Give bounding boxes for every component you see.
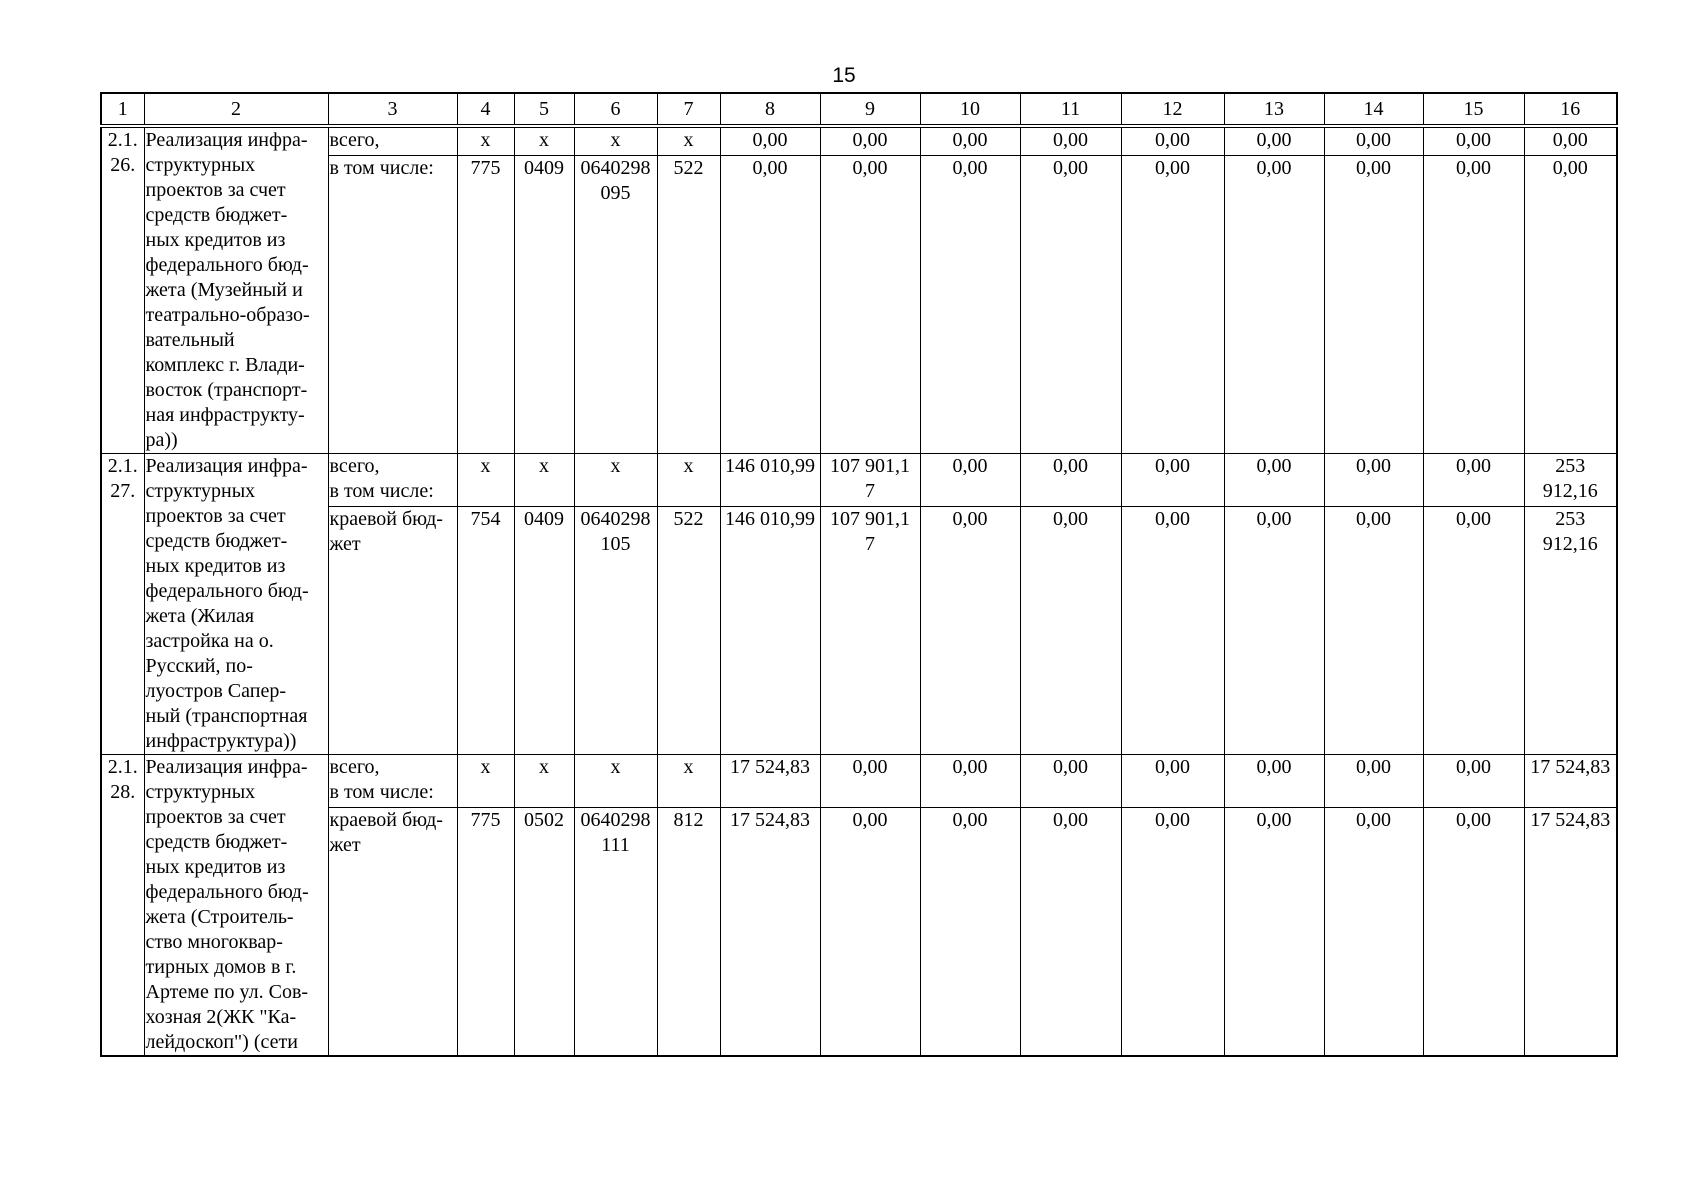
column-header: 1 (101, 93, 144, 126)
table-row-detail (101, 507, 1617, 755)
amount-cell: 0,00 (920, 755, 1020, 808)
amount-cell: 0,00 (1423, 155, 1524, 453)
amount-cell: 146 010,99 (720, 454, 820, 507)
amount-cell: 17 524,83 (720, 808, 820, 1056)
code-admin: х (457, 755, 514, 808)
amount-cell: 0,00 (920, 454, 1020, 507)
code-target: х (574, 126, 657, 155)
amount-cell: 253 912,16 (1524, 507, 1617, 755)
amount-cell: 0,00 (1020, 507, 1121, 755)
code-section: 0409 (514, 155, 574, 453)
amount-cell: 17 524,83 (720, 755, 820, 808)
column-header: 12 (1121, 93, 1224, 126)
column-header: 7 (657, 93, 720, 126)
amount-cell: 253 912,16 (1524, 454, 1617, 507)
funding-source: краевой бюд- жет (328, 507, 457, 755)
row-index: 2.1. 28. (101, 755, 144, 1057)
amount-cell: 0,00 (1524, 155, 1617, 453)
code-target: х (574, 454, 657, 507)
amount-cell: 17 524,83 (1524, 808, 1617, 1056)
code-expense-type: 522 (657, 155, 720, 453)
measure-name: Реализация инфра- структурных проектов за счет средств бюджет- ных кредитов из федерального бюд- жета (Музейный и театрально-образо- вательный комплекс г. Влади- восток (транспорт- ная инфраструкту- ра)) (144, 126, 328, 454)
column-header: 8 (720, 93, 820, 126)
amount-cell: 0,00 (1020, 155, 1121, 453)
amount-cell: 107 901,1 7 (820, 454, 920, 507)
amount-cell: 0,00 (720, 126, 820, 155)
amount-cell: 0,00 (820, 126, 920, 155)
funding-source: в том числе: (328, 155, 457, 453)
measure-name: Реализация инфра- структурных проектов за счет средств бюджет- ных кредитов из федерального бюд- жета (Строитель- ство многоквар- тирных домов в г. Артеме по ул. Сов- хозная 2(ЖК "Ка- лейдоскоп") (сети (144, 755, 328, 1057)
amount-cell: 0,00 (1224, 126, 1324, 155)
code-target: 0640298 095 (574, 155, 657, 453)
code-target: 0640298 111 (574, 808, 657, 1056)
amount-cell: 0,00 (1324, 454, 1423, 507)
amount-cell: 0,00 (1224, 507, 1324, 755)
amount-cell: 0,00 (1020, 126, 1121, 155)
amount-cell: 0,00 (720, 155, 820, 453)
amount-cell: 0,00 (1324, 755, 1423, 808)
table-row-total (101, 755, 1617, 808)
table-row-total (101, 454, 1617, 507)
funding-source: всего, (328, 126, 457, 155)
code-admin: х (457, 126, 514, 155)
code-section: 0502 (514, 808, 574, 1056)
budget-table (100, 92, 1618, 1057)
measure-name: Реализация инфра- структурных проектов за счет средств бюджет- ных кредитов из федерального бюд- жета (Жилая застройка на о. Русский, по- луостров Сапер- ный (транспортная инфраструктура)) (144, 454, 328, 755)
code-admin: 775 (457, 808, 514, 1056)
code-target: х (574, 755, 657, 808)
amount-cell: 0,00 (1121, 155, 1224, 453)
funding-source: краевой бюд- жет (328, 808, 457, 1056)
column-header: 15 (1423, 93, 1524, 126)
code-expense-type: х (657, 126, 720, 155)
amount-cell: 0,00 (1121, 755, 1224, 808)
column-header: 9 (820, 93, 920, 126)
amount-cell: 0,00 (1020, 808, 1121, 1056)
amount-cell: 0,00 (1121, 808, 1224, 1056)
amount-cell: 0,00 (920, 507, 1020, 755)
code-expense-type: 812 (657, 808, 720, 1056)
amount-cell: 0,00 (1423, 755, 1524, 808)
table-row-detail (101, 808, 1617, 1056)
amount-cell: 0,00 (1224, 454, 1324, 507)
amount-cell: 0,00 (1121, 454, 1224, 507)
amount-cell: 0,00 (1324, 507, 1423, 755)
column-header: 4 (457, 93, 514, 126)
amount-cell: 0,00 (1020, 755, 1121, 808)
code-section: х (514, 454, 574, 507)
code-section: х (514, 755, 574, 808)
code-section: х (514, 126, 574, 155)
amount-cell: 0,00 (1524, 126, 1617, 155)
amount-cell: 0,00 (1423, 454, 1524, 507)
column-header: 13 (1224, 93, 1324, 126)
amount-cell: 0,00 (1423, 507, 1524, 755)
amount-cell: 0,00 (1020, 454, 1121, 507)
amount-cell: 0,00 (1324, 808, 1423, 1056)
amount-cell: 0,00 (820, 755, 920, 808)
amount-cell: 0,00 (1224, 755, 1324, 808)
amount-cell: 0,00 (1423, 126, 1524, 155)
code-expense-type: х (657, 755, 720, 808)
row-index: 2.1. 26. (101, 126, 144, 454)
header-row (101, 93, 1617, 126)
amount-cell: 0,00 (1423, 808, 1524, 1056)
code-target: 0640298 105 (574, 507, 657, 755)
column-header: 14 (1324, 93, 1423, 126)
amount-cell: 0,00 (1121, 126, 1224, 155)
code-admin: х (457, 454, 514, 507)
column-header: 16 (1524, 93, 1617, 126)
amount-cell: 0,00 (920, 808, 1020, 1056)
funding-source: всего, в том числе: (328, 454, 457, 507)
code-admin: 754 (457, 507, 514, 755)
page-number: 15 (832, 64, 856, 87)
funding-source: всего, в том числе: (328, 755, 457, 808)
amount-cell: 146 010,99 (720, 507, 820, 755)
code-admin: 775 (457, 155, 514, 453)
column-header: 10 (920, 93, 1020, 126)
column-header: 11 (1020, 93, 1121, 126)
code-expense-type: 522 (657, 507, 720, 755)
column-header: 3 (328, 93, 457, 126)
amount-cell: 0,00 (1224, 808, 1324, 1056)
amount-cell: 0,00 (820, 155, 920, 453)
row-index: 2.1. 27. (101, 454, 144, 755)
amount-cell: 17 524,83 (1524, 755, 1617, 808)
amount-cell: 0,00 (920, 126, 1020, 155)
amount-cell: 107 901,1 7 (820, 507, 920, 755)
amount-cell: 0,00 (1121, 507, 1224, 755)
table-row-total (101, 126, 1617, 155)
amount-cell: 0,00 (1324, 126, 1423, 155)
table-row-detail (101, 155, 1617, 453)
column-header: 5 (514, 93, 574, 126)
column-header: 6 (574, 93, 657, 126)
table-body (101, 126, 1617, 1056)
amount-cell: 0,00 (1324, 155, 1423, 453)
amount-cell: 0,00 (1224, 155, 1324, 453)
amount-cell: 0,00 (920, 155, 1020, 453)
code-expense-type: х (657, 454, 720, 507)
code-section: 0409 (514, 507, 574, 755)
amount-cell: 0,00 (820, 808, 920, 1056)
column-header: 2 (144, 93, 328, 126)
